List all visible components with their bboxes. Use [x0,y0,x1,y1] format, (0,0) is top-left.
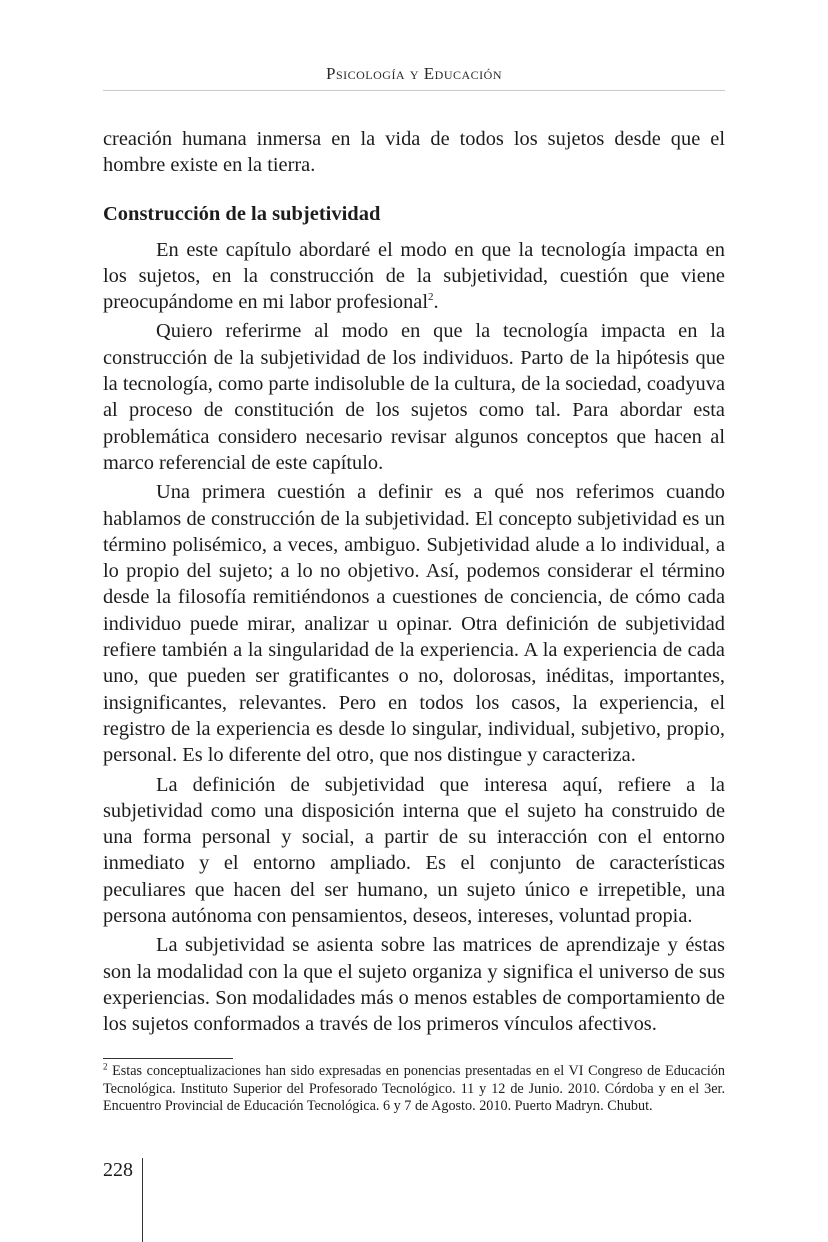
footnote-text: Estas conceptualizaciones han sido expresadas en ponencias presentadas en el VI Congreso de Educación Tecnológica. Instituto Superior del Profesorado Tecnológico. 11 y 12 de Junio. 2010. Córdoba y en el 3er. Encuentro Provincial de Educación Tecnológica. 6 y 7 de Agosto. 2010. Puerto Madryn. Chubut. [103,1063,725,1114]
footnote-marker: 2 [103,1061,108,1072]
footnote-reference[interactable]: 2 [428,291,434,304]
continuation-paragraph: creación humana inmersa en la vida de todos los sujetos desde que el hombre existe en la tierra. [103,128,725,177]
paragraph-2: Quiero referirme al modo en que la tecnología impacta en la construcción de la subjetividad de los individuos. Parto de la hipótesis que la tecnología, como parte indisoluble de la cultura, de la sociedad, coadyuva al proceso de constitución de los sujetos como tal. Para abordar esta problemática considero necesario revisar algunos conceptos que hacen al marco referencial de este capítulo. [103,320,725,474]
section-heading: Construcción de la subjetividad [103,202,381,225]
paragraph-1 [103,237,725,316]
paragraph-3: Una primera cuestión a definir es a qué nos referimos cuando hablamos de construcción de la subjetividad. El concepto subjetividad es un término polisémico, a veces, ambiguo. Subjetividad alude a lo individual, a lo propio del sujeto; a lo no objetivo. Así, podemos considerar el término desde la filosofía remitiéndonos a cuestiones de conciencia, de cómo cada individuo puede mirar, analizar u opinar. Otra definición de subjetividad refiere también a la singularidad de la experiencia. A la experiencia de cada uno, que pueden ser gratificantes o no, dolorosas, inéditas, importantes, insignificantes, relevantes. Pero en todos los casos, la experiencia, el registro de la experiencia es desde lo singular, individual, subjetivo, propio, personal. Es lo diferente del otro, que nos distingue y caracteriza. [103,481,725,767]
paragraph-5: La subjetividad se asienta sobre las matrices de aprendizaje y éstas son la modalidad con la que el sujeto organiza y significa el universo de sus experiencias. Son modalidades más o menos estables de comportamiento de los sujetos conformados a través de los primeros vínculos afectivos. [103,934,725,1036]
paragraph-1-end: . [433,291,439,314]
page-body [103,126,725,1038]
footnote-divider [103,1058,233,1059]
header-divider [103,90,725,91]
running-header: Psicología y Educación [325,64,502,83]
page-number: 228 [103,1159,133,1181]
paragraph-1-text: En este capítulo abordaré el modo en que la tecnología impacta en los sujetos, en la construcción de la subjetividad, cuestión que viene preocupándome en mi labor profesional [103,238,725,314]
footnote [103,1063,725,1116]
paragraph-4: La definición de subjetividad que interesa aquí, refiere a la subjetividad como una disposición interna que el sujeto ha construido de una forma personal y social, a partir de su interacción con el entorno inmediato y el entorno ampliado. Es el conjunto de características peculiares que hacen del ser humano, un sujeto único e irrepetible, una persona autónoma con pensamientos, deseos, intereses, voluntad propia. [103,773,725,928]
page-number-rule [142,1158,143,1242]
